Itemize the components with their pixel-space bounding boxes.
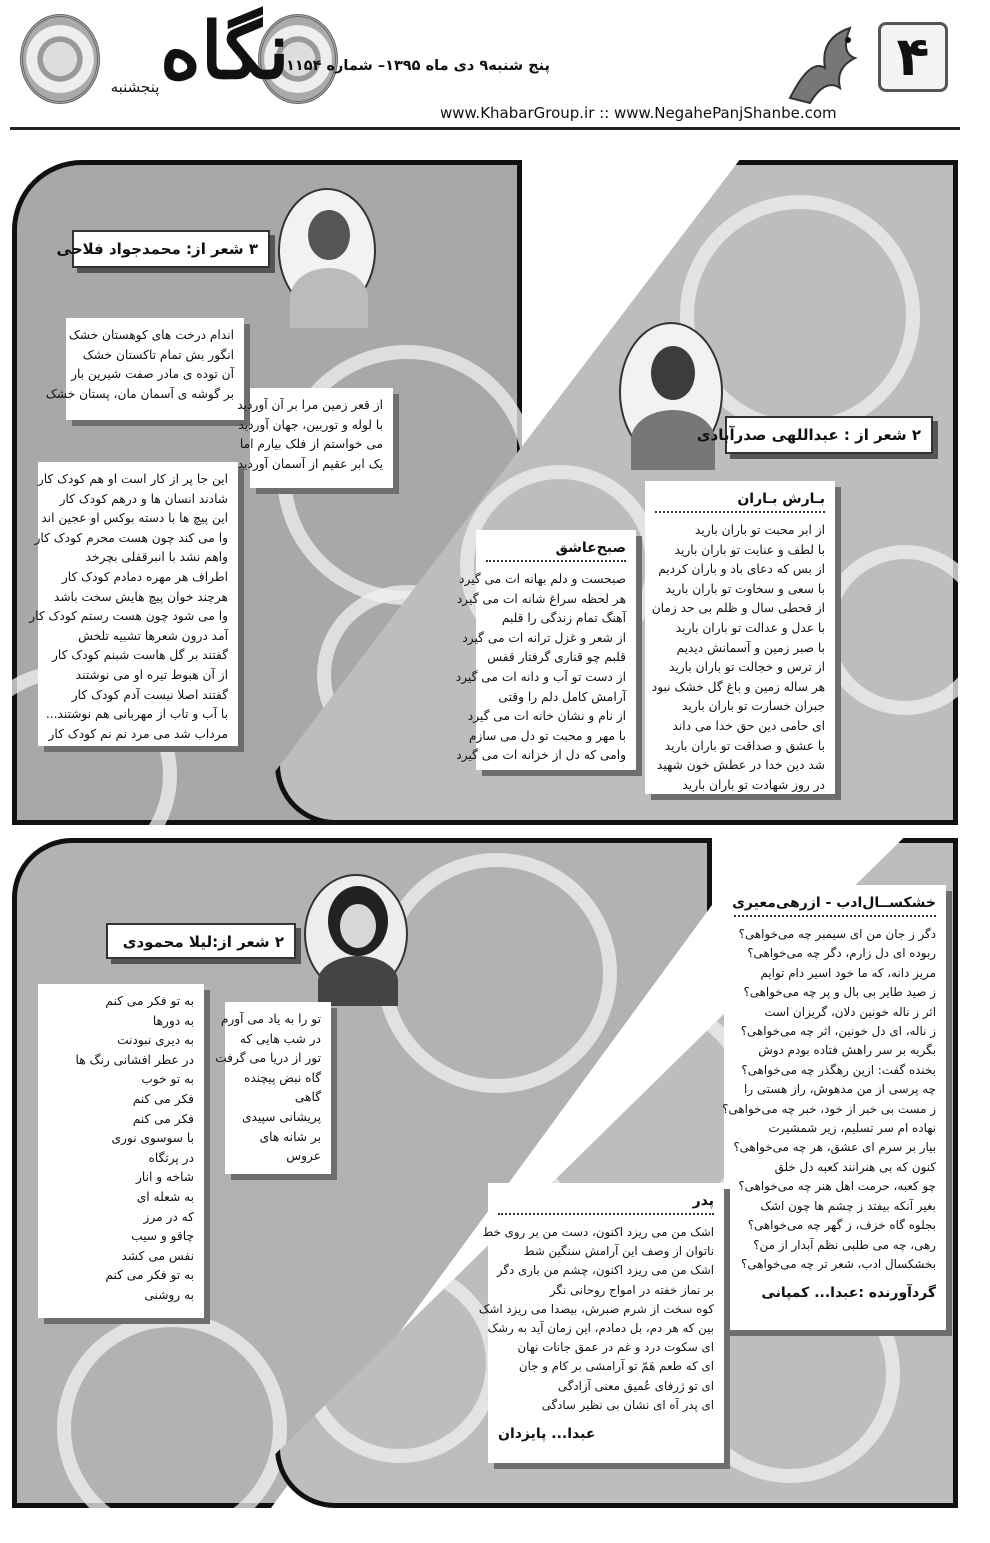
page-number: ۴ <box>878 22 948 92</box>
masthead <box>0 0 970 128</box>
poem-line: چاقو و سیب <box>131 1229 194 1244</box>
poem-line: ناتوان از وصف این آرامش سنگین شط <box>523 1244 714 1259</box>
poem-author-signature: عبدا... پایزدان <box>498 1426 596 1443</box>
poem-line: دگر ز جان من ای سیمبر چه می‌خواهی؟ <box>738 927 936 941</box>
poem-line: در پرتگاه <box>148 1150 194 1165</box>
poem-line: بر گوشه ی آسمان مان، پستان خشک <box>45 386 234 401</box>
poem-line: با لطف و عنایت تو باران بارید <box>674 542 825 557</box>
poem-line: با صبر زمین و آسمانش دیدیم <box>676 640 825 655</box>
poem-sobh-ashegh <box>455 530 636 770</box>
poem-line: با مهر و محبت تو دل می سازم <box>468 728 626 743</box>
poem-line: این پیچ ها با دسته بوکس او عجین اند <box>41 511 228 526</box>
poem-line: آن توده ی مادر صفت شیرین بار <box>71 367 234 382</box>
poem-line: گفتند بر گل هاست شبنم کودک کار <box>52 648 228 663</box>
poem-line: وا می کند چون هست محرم کودک کار <box>34 530 228 545</box>
poem-line: از قحطی سال و ظلم بی حد زمان <box>651 601 825 616</box>
website-urls[interactable]: www.KhabarGroup.ir :: www.NegahePanjShanbe.com <box>440 104 837 122</box>
poem-line: بیار بر سرم ای عشق، هر چه می‌خواهی؟ <box>733 1140 936 1155</box>
poem-line: با آب و تاب از مهربانی هم نوشتند... <box>45 707 228 722</box>
left-ornament-icon <box>20 14 100 104</box>
issue-date-line: پنج شنبه۹ دی ماه ۱۳۹۵– شماره ۱۱۵۴ <box>286 58 550 74</box>
poem-line: در روز شهادت تو باران بارید <box>682 777 825 792</box>
poem-line: رهی، چه می طلبی نظم آبدار از من؟ <box>753 1237 936 1252</box>
poem-line: نفس می کشد <box>121 1248 194 1263</box>
poem-line: به روشنی <box>144 1287 194 1302</box>
poem-line: تو را به یاد می آورم <box>220 1012 321 1026</box>
author-name-sadrabadi: ۲ شعر از : عبداللهی صدرآبادی <box>725 416 933 454</box>
poem-line: بگریه بر سر راهش فتاده بودم دوش <box>758 1043 936 1058</box>
poem-line: از ترس و خجالت تو باران بارید <box>669 660 825 675</box>
author-photo-mahmoudi <box>304 874 408 994</box>
poem-line: ربوده ای دل زارم، دگر چه می‌خواهی؟ <box>747 946 936 961</box>
poem-line: گفتند اصلا نیست آدم کودک کار <box>71 687 228 702</box>
poem-line: با سوسوی نوری <box>111 1131 194 1146</box>
poem-line: ای سکوت درد و غم در عمق جانات نهان <box>517 1340 714 1355</box>
author-name-falahi: ۳ شعر از: محمدجواد فلاحی <box>72 230 270 268</box>
poem-line: در شب هایی که <box>239 1031 321 1046</box>
poem-line: گاه نبض پیچنده <box>243 1070 321 1085</box>
poem-line: پریشانی سپیدی <box>241 1109 321 1124</box>
poem-line: از آن هبوط تیره او می نوشتند <box>75 667 228 682</box>
poem-line: بغیر آنکه بیفتد ز چشم ها چون اشک <box>760 1198 936 1213</box>
poem-line: که در مرز <box>143 1209 194 1224</box>
poem-line: شادند انسان ها و درهم کودک کار <box>59 491 228 506</box>
header-divider <box>10 127 960 130</box>
poem-mahmoudi-1 <box>215 1002 331 1174</box>
poem-line: از قعر زمین مرا بر آن آوردید <box>237 398 383 412</box>
poem-line: اشک من می ریزد اکنون، دست من بر روی خط <box>482 1225 714 1239</box>
poem-line: بخنده گفت: ازین رهگذر چه می‌خواهی؟ <box>741 1062 936 1077</box>
newspaper-logo: نگاه <box>160 6 290 97</box>
poem-line: با سعی و سخاوت تو باران بارید <box>665 581 825 596</box>
poem-line: این جا پر از کار است او هم کودک کار <box>37 472 228 486</box>
poem-falahi-1 <box>45 318 244 420</box>
poem-line: گاهی <box>294 1090 321 1105</box>
author-photo-falahi <box>278 188 376 313</box>
poem-line: شاخه و انار <box>135 1170 194 1185</box>
poem-line: به تو فکر می کنم <box>105 994 194 1008</box>
poem-line: از نام و نشان خانه ات می گیرد <box>467 709 626 724</box>
poem-line: چو کعبه، حرمت اهل هنر چه می‌خواهی؟ <box>738 1179 936 1194</box>
poem-line: از شعر و غزل ترانه ات می گیرد <box>462 630 626 645</box>
poem-line: آمد درون شعرها تشبیه تلخش <box>78 628 228 643</box>
poem-line: آرامش کامل دلم را وقتی <box>498 689 626 704</box>
poem-line: نهاده ام سر تسلیم، زیر شمشیرت <box>768 1121 936 1136</box>
poem-line: به شعله ای <box>136 1189 194 1204</box>
poem-line: قلبم چو قناری گرفتار قفس <box>487 650 626 665</box>
poem-line: اطراف هر مهره دمادم کودک کار <box>61 569 228 584</box>
poem-line: بر شانه های <box>259 1129 321 1144</box>
poem-line: یک ابر عقیم از آسمان آوردید <box>237 456 383 471</box>
poem-line: به دیری نبودنت <box>117 1033 194 1048</box>
poem-line: ای حامی دین حق خدا می داند <box>672 718 825 733</box>
poem-line: با عدل و عدالت تو باران بارید <box>675 620 825 635</box>
phoenix-bird-icon <box>780 18 875 113</box>
poem-barash-baran <box>645 481 835 794</box>
poem-line: ای تو ژرفای عُمیق معنی آزادگی <box>557 1378 714 1393</box>
poem-line: ز ناله، ای دل خونین، اثر چه می‌خواهی؟ <box>740 1024 936 1039</box>
poem-line: انگور بش تمام تاکستان خشک <box>82 347 234 362</box>
poem-line: به تو فکر می کنم <box>105 1268 194 1283</box>
poem-line: به تو خوب <box>141 1072 194 1087</box>
poem-line: با لوله و توربین، جهان آوردید <box>238 417 383 432</box>
poem-line: مریز دانه، که ما خود اسیر دام توایم <box>760 965 936 980</box>
poem-line: بر نماز خفته در امواج روحانی نگر <box>549 1282 714 1297</box>
swirl-ornament <box>57 1313 287 1543</box>
poem-line: از دست تو آب و دانه ات می گیرد <box>455 669 626 684</box>
poem-pedar <box>478 1183 724 1463</box>
swirl-ornament <box>377 853 617 1093</box>
poem-line: کوه سخت از شرم صبرش، بیصدا می ریزد اشک <box>478 1301 714 1316</box>
poem-khoshkasal-adab <box>724 885 946 1330</box>
poem-line: واهم نشد با انبرقفلی بچرخد <box>85 550 228 565</box>
poem-line: با عشق و صداقت تو باران بارید <box>664 738 825 753</box>
poem-line: در عطر افشانی رنگ ها <box>75 1052 194 1067</box>
collector-signature: گردآورنده :عبدا... کمپانی <box>761 1285 936 1302</box>
poem-line: صبحست و دلم بهانه ات می گیرد <box>459 572 626 586</box>
poem-line: هرچند خوان پیچ هایش سخت باشد <box>53 589 228 604</box>
poem-line: اندام درخت های کوهستان خشک <box>68 328 234 342</box>
poem-line: تور از دریا می گرفت <box>215 1051 321 1066</box>
poem-line: بجلوه گاه خزف، ز گهر چه می‌خواهی؟ <box>747 1218 936 1233</box>
poem-line: اشک من می ریزد اکنون، چشم من باری دگر <box>496 1263 714 1278</box>
poem-line: بخشکسال ادب، شعر تر چه می‌خواهی؟ <box>741 1256 936 1271</box>
poem-line: چه پرسی از من مدهوش، راز هستی را <box>744 1082 936 1097</box>
poem-line: بین که هر دم، بل دمادم، این زمان آید به رشک <box>487 1321 714 1336</box>
poem-falahi-3 <box>29 462 238 746</box>
poem-line: وامی که دل از خزانه ات می گیرد <box>456 748 626 763</box>
poem-line: ای پدر آه ای نشان بی نظیر سادگی <box>541 1397 714 1412</box>
poem-line: مرداب شد می مرد نم نم کودک کار <box>48 726 228 741</box>
poem-line: ز مست بی خبر از خود، خبر چه می‌خواهی؟ <box>722 1101 936 1116</box>
poem-line: هر ساله زمین و باغ گل خشک نبود <box>651 679 825 694</box>
poem-line: وا می شود چون هست رستم کودک کار <box>29 609 228 624</box>
poem-title: پدر <box>498 1191 714 1215</box>
poem-line: شد دین خدا در عطش خون شهید <box>656 758 825 773</box>
poem-line: آهنگ تمام زندگی را قلبم <box>501 611 626 626</box>
poem-line: به دورها <box>152 1013 194 1028</box>
poem-line: عروس <box>286 1149 321 1164</box>
poem-title: بـارش بـاران <box>655 489 825 513</box>
poem-line: هر لحظه سراغ شانه ات می گیرد <box>456 591 626 606</box>
poem-line: فکر می کنم <box>132 1091 194 1106</box>
newspaper-logo-subtitle: پنجشنبه <box>110 78 160 96</box>
poem-line: اثر ز ناله خونین دلان، گریزان است <box>764 1004 936 1019</box>
poem-line: ای که طعم هَمّ تو آرامشی بر کام و جان <box>518 1359 714 1374</box>
poem-line: فکر می کنم <box>132 1111 194 1126</box>
poem-line: ز صید طایر بی بال و پر چه می‌خواهی؟ <box>743 985 936 1000</box>
poem-line: می خواستم از فلک بیارم اما <box>239 437 383 452</box>
author-name-mahmoudi: ۲ شعر از:لیلا محمودی <box>106 923 296 959</box>
poem-line: از ابر محبت تو باران بارید <box>695 523 825 537</box>
poem-falahi-2 <box>237 388 393 488</box>
poem-line: از بس که دعای باد و باران کردیم <box>658 562 825 577</box>
swirl-ornament <box>820 545 990 715</box>
poem-title: خشکســال‌ادب - ازرهی‌معیری <box>734 893 936 917</box>
poem-mahmoudi-2 <box>38 984 204 1318</box>
poem-line: جبران خسارت تو باران بارید <box>681 699 825 714</box>
poem-title: صبح‌عاشق <box>486 538 626 562</box>
poem-line: کنون که بی هنرانند کعبه دل خلق <box>774 1159 936 1174</box>
